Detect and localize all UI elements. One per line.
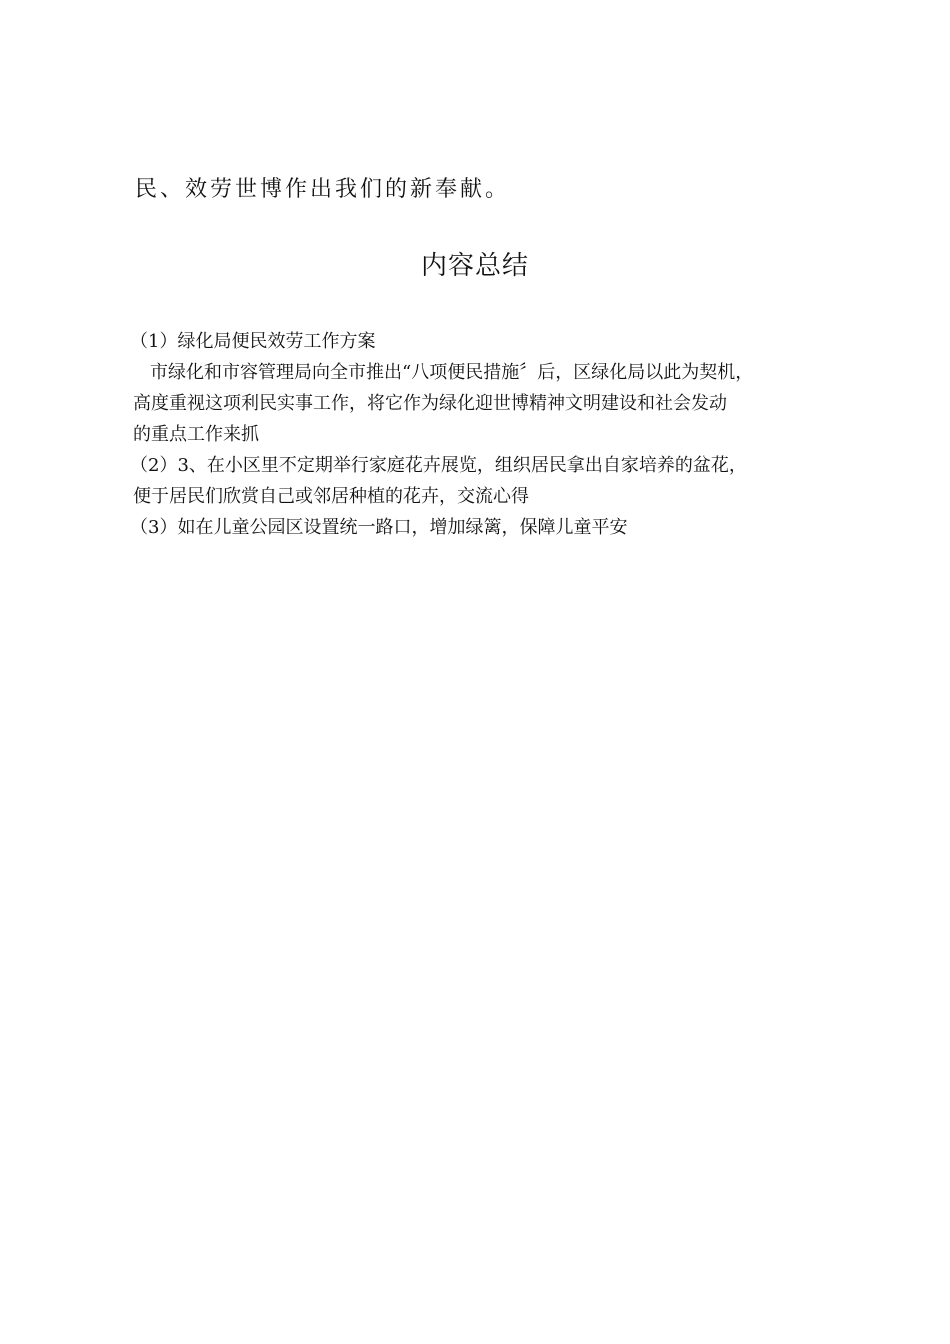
summary-item-2-continuation: 便于居民们欣赏自己或邻居种植的花卉，交流心得: [133, 486, 529, 507]
summary-item-3: （3）如在儿童公园区设置统一路口，增加绿篱，保障儿童平安: [130, 517, 628, 538]
summary-paragraph-line: 市绿化和市容管理局向全市推出“八项便民措施〞后，区绿化局以此为契机，: [150, 362, 754, 383]
continuation-text: 民、效劳世博作出我们的新奉献。: [135, 177, 511, 202]
summary-item-2: （2）3、在小区里不定期举行家庭花卉展览，组织居民拿出自家培养的盆花，: [130, 455, 747, 476]
summary-title: 内容总结: [420, 251, 529, 281]
summary-item-1-heading: （1）绿化局便民效劳工作方案: [130, 331, 376, 352]
summary-body: [130, 326, 840, 543]
summary-paragraph-line: 的重点工作来抓: [133, 424, 259, 445]
summary-paragraph-line: 高度重视这项利民实事工作，将它作为绿化迎世博精神文明建设和社会发动: [133, 393, 727, 414]
